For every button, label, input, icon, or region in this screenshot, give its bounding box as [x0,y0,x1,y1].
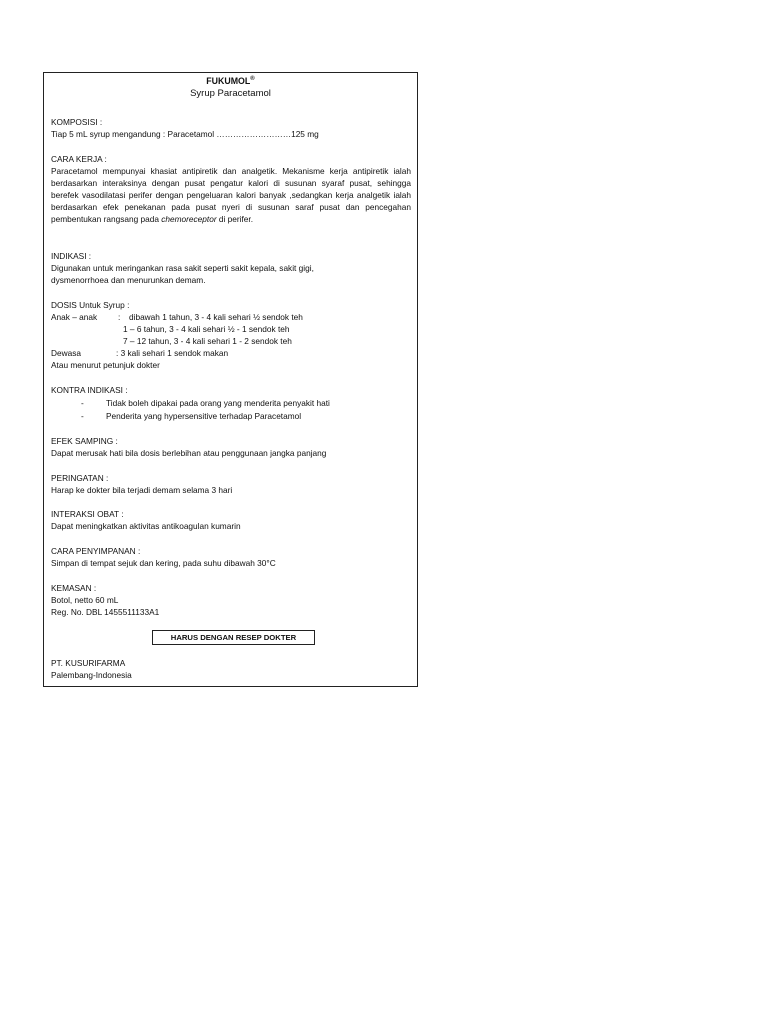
dosis-dewasa-label: Dewasa [51,348,81,358]
section-cara-penyimpanan [51,545,411,569]
section-interaksi-obat [51,508,411,532]
product-name: FUKUMOL [206,75,251,86]
section-indikasi [51,250,411,286]
section-dosis [51,299,411,374]
indikasi-label: INDIKASI : [51,251,92,261]
komposisi-text: Tiap 5 mL syrup mengandung : Paracetamol ………………………125 mg [51,129,319,139]
efek-samping-text: Dapat merusak hati bila dosis berlebihan atau penggunaan jangka panjang [51,448,327,458]
peringatan-text: Harap ke dokter bila terjadi demam selama 3 hari [51,485,233,495]
section-kontra-indikasi [51,384,411,424]
cara-kerja-text-main: Paracetamol mempunyai khasiat antipiretik dan analgetik. Mekanisme kerja antipiretik ialah berdasarkan interaksinya dengan pusat pengatur kalori di susunan syaraf pusat, sehingga berefek vasodilatasi perifer dengan pengeluaran kalori banyak ,sedangkan kerja analgetik ialah berdasarkan efek penekanan pada pusat nyeri di susunan saraf pusat dan pencegahan pembentukan rangsang pada [51,166,411,224]
cara-kerja-label: CARA KERJA : [51,154,107,164]
cara-kerja-text-end: di perifer. [216,214,254,224]
manufacturer-location: Palembang-Indonesia [51,670,132,680]
kemasan-label: KEMASAN : [51,583,97,593]
cara-penyimpanan-label: CARA PENYIMPANAN : [51,546,141,556]
interaksi-obat-label: INTERAKSI OBAT : [51,509,124,519]
label-box [43,72,418,687]
kontra-bullet-1: - [81,398,84,408]
dosis-anak-line-2: 1 – 6 tahun, 3 - 4 kali sehari ½ - 1 sendok teh [123,324,290,334]
cara-kerja-italic: chemoreceptor [161,214,217,224]
product-subtitle: Syrup Paracetamol [190,88,271,99]
kontra-item-1: Tidak boleh dipakai pada orang yang menderita penyakit hati [106,398,330,408]
cara-penyimpanan-text: Simpan di tempat sejuk dan kering, pada suhu dibawah 30°C [51,558,276,568]
kemasan-line-1: Botol, netto 60 mL [51,595,119,605]
prescription-notice: HARUS DENGAN RESEP DOKTER [152,630,315,645]
section-manufacturer [51,657,411,681]
cara-kerja-text [51,165,411,225]
efek-samping-label: EFEK SAMPING : [51,436,118,446]
dosis-dewasa-text: : 3 kali sehari 1 sendok makan [116,348,229,358]
product-title [44,73,417,87]
dosis-anak-colon: : [118,312,121,322]
registered-mark: ® [250,76,255,82]
indikasi-line-1: Digunakan untuk meringankan rasa sakit seperti sakit kepala, sakit gigi, [51,263,314,273]
manufacturer-name: PT. KUSURIFARMA [51,658,126,668]
dosis-note: Atau menurut petunjuk dokter [51,360,160,370]
komposisi-label: KOMPOSISI : [51,117,103,127]
kemasan-line-2: Reg. No. DBL 1455511133A1 [51,607,160,617]
interaksi-obat-text: Dapat meningkatkan aktivitas antikoagulan kumarin [51,521,241,531]
section-efek-samping [51,435,411,459]
kontra-indikasi-label: KONTRA INDIKASI : [51,385,128,395]
dosis-anak-line-3: 7 – 12 tahun, 3 - 4 kali sehari 1 - 2 sendok teh [123,336,292,346]
dosis-anak-line-1: dibawah 1 tahun, 3 - 4 kali sehari ½ sendok teh [129,312,303,322]
peringatan-label: PERINGATAN : [51,473,109,483]
section-kemasan [51,582,411,618]
section-komposisi [51,116,411,140]
section-cara-kerja [51,153,411,225]
kontra-bullet-2: - [81,411,84,421]
section-peringatan [51,472,411,496]
kontra-item-2: Penderita yang hypersensitive terhadap Paracetamol [106,411,302,421]
indikasi-line-2: dysmenorrhoea dan menurunkan demam. [51,275,206,285]
dosis-label: DOSIS Untuk Syrup : [51,300,130,310]
dosis-anak-label: Anak – anak [51,312,98,322]
